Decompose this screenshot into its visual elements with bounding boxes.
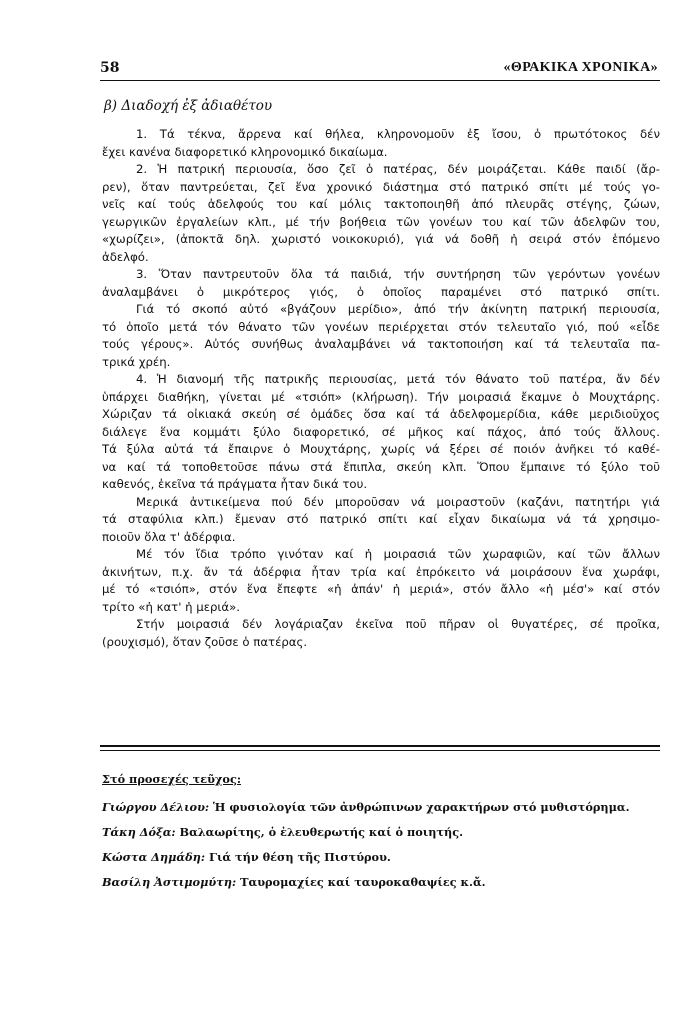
notice-author: Κώστα Δημάδη: bbox=[102, 850, 205, 864]
body-line: Χώριζαν τά οἰκιακά σκεύη σέ ὁμάδες ὅσα καί τά ἀδελφομερίδια, κάθε μεριδιοῦχος bbox=[102, 407, 660, 421]
body-line: ἀναλαμβάνει ὁ μικρότερος γιός, ὁ ὁποῖος παραμένει στό πατρικό σπίτι. bbox=[102, 284, 660, 299]
notice-author: Βασίλη Ἀστιμομύτη: bbox=[102, 875, 237, 889]
body-line: 4. Ἡ διανομή τῆς πατρικῆς περιουσίας, μετά τόν θάνατο τοῦ πατέρα, ἄν δέν bbox=[136, 372, 660, 386]
divider bbox=[100, 745, 660, 747]
body-line: Τά ξύλα αὐτά τά ἔπαιρνε ὁ Μουχτάρης, χωρίς νά ξέρει σέ ποιόν ἀνῆκει τό καθέ- bbox=[102, 442, 660, 456]
body-line: ἔχει κανένα διαφορετικό κληρονομικό δικαίωμα. bbox=[102, 144, 388, 159]
body-line: τούς γέρους». Αὐτός συνήθως ἀναλαμβάνει νά τακτοποιήση καί τά τελευταῖα πα- bbox=[102, 337, 660, 351]
body-text bbox=[102, 126, 660, 651]
notice-work: Βαλαωρίτης, ὁ ἐλευθερωτής καί ὁ ποιητής. bbox=[179, 825, 464, 839]
body-line: Μερικά ἀντικείμενα πού δέν μποροῦσαν νά μοιραστοῦν (καζάνι, πατητήρι γιά bbox=[136, 494, 660, 509]
divider bbox=[100, 750, 660, 751]
body-line: ἀκινήτων, π.χ. ἄν τά ἀδέρφια ἦταν τρία καί ἐπρόκειτο νά μοιράσουν ἕνα χωράφι, bbox=[102, 564, 660, 579]
journal-title: «ΘΡΑΚΙΚΑ ΧΡΟΝΙΚΑ» bbox=[503, 60, 658, 75]
double-rule bbox=[100, 745, 660, 751]
body-line: ἀδελφό. bbox=[102, 249, 149, 264]
body-line: νεῖς καί τούς ἀδελφούς του καί μόλις τακτοποιηθῆ ἀπό πλευρᾶς στέγης, ζώων, bbox=[102, 197, 660, 211]
notice-title: Στό προσεχές τεῦχος: bbox=[102, 772, 241, 786]
body-line: Στήν μοιρασιά δέν λογάριαζαν ἐκεῖνα ποῦ πῆραν οἱ θυγατέρες, σέ προῖκα, bbox=[136, 617, 660, 631]
notice-work: Γιά τήν θέση τῆς Πιστύρου. bbox=[208, 850, 391, 864]
body-line: ποιοῦν ὅλα τ' ἀδέρφια. bbox=[102, 529, 236, 544]
notice-item bbox=[102, 800, 662, 814]
body-line: διάλεγε ἕνα κομμάτι ξύλο διαφορετικό, σέ μῆκος καί πάχος, ἀπό τούς ἄλλους. bbox=[102, 424, 660, 439]
notice-author: Γιώργου Δέλιου: bbox=[102, 800, 210, 814]
body-line: τρίτο «ἡ κατ' ἡ μεριά». bbox=[102, 599, 240, 614]
body-line: (ρουχισμό), ὅταν ζοῦσε ὁ πατέρας. bbox=[102, 634, 308, 649]
body-line: ρεν), ὅταν παντρεύεται, ζεῖ ἕνα χρονικό διάστημα στό πατρικό σπίτι μέ τούς γο- bbox=[102, 179, 660, 194]
body-line: γεωργικῶν ἐργαλείων κλπ., μέ τήν βοήθεια τῶν γονέων του καί τῶν ἀδελφῶν του, bbox=[102, 214, 660, 229]
header-rule bbox=[100, 80, 660, 81]
next-issue-notice bbox=[102, 772, 662, 900]
notice-item bbox=[102, 875, 662, 889]
body-line: τρικά χρέη. bbox=[102, 354, 171, 369]
body-line: «χωρίζει», (ἀποκτᾶ δηλ. χωριστό νοικοκυριό), γιά νά δοθῆ ἡ σειρά στόν ἑπόμενο bbox=[102, 232, 660, 246]
body-line: τό ὁποῖο μετά τόν θάνατο τῶν γονέων περιέρχεται στόν τελευταῖο γιό, πού «εἶδε bbox=[102, 319, 660, 334]
page-number: 58 bbox=[100, 60, 120, 76]
notice-item bbox=[102, 825, 662, 839]
body-line: ὑπάρχει διαθήκη, γίνεται μέ «τσιόπ» (κλήρωση). Τήν μοιρασιά ἔκαμνε ὁ Μουχτάρης. bbox=[102, 389, 660, 404]
body-line: καθενός, ἐκεῖνα τά πράγματα ἦταν δικά του. bbox=[102, 477, 368, 491]
body-line: 1. Τά τέκνα, ἄρρενα καί θήλεα, κληρονομοῦν ἐξ ἴσου, ὁ πρωτότοκος δέν bbox=[136, 127, 660, 141]
body-line: μέ τό «τσιόπ», στόν ἕνα ἔπεφτε «ἡ ἀπάν' ἡ μεριά», στόν ἄλλο «ἡ μέσ'» καί στόν bbox=[102, 582, 660, 596]
notice-author: Τάκη Δόξα: bbox=[102, 825, 176, 839]
body-line: 2. Ἡ πατρική περιουσία, ὅσο ζεῖ ὁ πατέρας, δέν μοιράζεται. Κάθε παιδί (ἄρ- bbox=[136, 162, 660, 176]
notice-work: Ταυρομαχίες καί ταυροκαθαψίες κ.ἄ. bbox=[240, 875, 486, 889]
page-header bbox=[100, 56, 660, 80]
body-line: να καί τά τοποθετοῦσε πάνω στά ἔπιπλα, σκεύη κλπ. Ὅπου ἔμπαινε τό ξύλο τοῦ bbox=[102, 459, 660, 474]
body-line: Γιά τό σκοπό αὐτό «βγάζουν μερίδιο», ἀπό τήν ἀκίνητη πατρική περιουσία, bbox=[136, 302, 660, 316]
body-line: τά σταφύλια κλπ.) ἔμεναν στό πατρικό σπίτι καί εἶχαν δικαίωμα νά τά χρησιμο- bbox=[102, 512, 660, 526]
section-heading: β) Διαδοχή ἐξ ἀδιαθέτου bbox=[104, 98, 273, 114]
body-line: 3. Ὅταν παντρευτοῦν ὅλα τά παιδιά, τήν συντήρηση τῶν γερόντων γονέων bbox=[136, 267, 660, 281]
notice-work: Ἡ φυσιολογία τῶν ἀνθρώπινων χαρακτήρων στό μυθιστόρημα. bbox=[213, 800, 630, 814]
notice-item bbox=[102, 850, 662, 864]
body-line: Μέ τόν ἴδια τρόπο γινόταν καί ἡ μοιρασιά τῶν χωραφιῶν, καί τῶν ἄλλων bbox=[136, 547, 660, 561]
